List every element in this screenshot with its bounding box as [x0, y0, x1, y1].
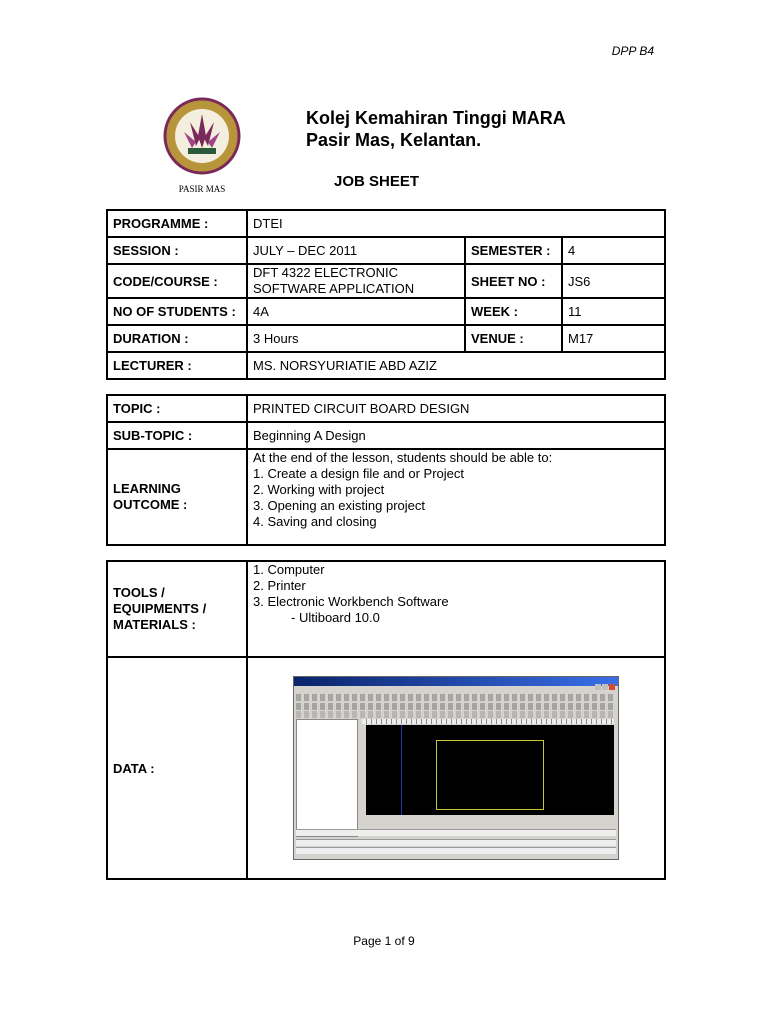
- institution-line-2: Pasir Mas, Kelantan.: [306, 130, 482, 150]
- course-info-table: [106, 209, 666, 380]
- sheet-no-label: SHEET NO :: [465, 264, 562, 298]
- lecturer-value: MS. NORSYURIATIE ABD AZIZ: [247, 352, 665, 379]
- screenshot-status-bar: [296, 847, 616, 854]
- lecturer-label: LECTURER :: [107, 352, 247, 379]
- learning-outcome-list: [247, 449, 665, 545]
- learning-outcome-label-1: LEARNING: [113, 481, 181, 496]
- page-number: Page 1 of 9: [353, 934, 415, 948]
- screenshot-menubar: [296, 686, 618, 693]
- duration-value: 3 Hours: [247, 325, 465, 352]
- screenshot-ruler: [362, 719, 614, 724]
- outcome-item: 1. Create a design file and or Project: [253, 466, 465, 481]
- screenshot-titlebar: [294, 677, 618, 686]
- venue-value: M17: [562, 325, 665, 352]
- tools-data-table: [106, 560, 666, 880]
- students-value: 4A: [247, 298, 465, 325]
- outcome-intro: At the end of the lesson, students should be able to:: [253, 450, 553, 465]
- students-label: NO OF STUDENTS :: [107, 298, 247, 325]
- screenshot-toolbar: [296, 694, 616, 701]
- outcome-item: 4. Saving and closing: [253, 514, 377, 529]
- document-ref: DPP B4: [611, 44, 654, 58]
- duration-label: DURATION :: [107, 325, 247, 352]
- screenshot-pcb-canvas: [366, 725, 614, 815]
- week-value: 11: [562, 298, 665, 325]
- week-label: WEEK :: [465, 298, 562, 325]
- code-course-value: [247, 264, 465, 298]
- code-course-label: CODE/COURSE :: [107, 264, 247, 298]
- data-cell: [247, 657, 665, 879]
- tools-list: [247, 561, 665, 657]
- institution-name: [306, 107, 566, 151]
- topic-value: PRINTED CIRCUIT BOARD DESIGN: [247, 395, 665, 422]
- code-course-line-2: SOFTWARE APPLICATION: [253, 281, 415, 296]
- programme-value: DTEI: [247, 210, 665, 237]
- data-label: DATA :: [107, 657, 247, 879]
- venue-label: VENUE :: [465, 325, 562, 352]
- outcome-item: 3. Opening an existing project: [253, 498, 425, 513]
- tool-item: 1. Computer: [253, 562, 325, 577]
- logo-caption: PASIR MAS: [178, 184, 226, 194]
- screenshot-toolbar: [296, 703, 616, 710]
- sheet-no-value: JS6: [562, 264, 665, 298]
- semester-value: 4: [562, 237, 665, 264]
- semester-label: SEMESTER :: [465, 237, 562, 264]
- institution-line-1: Kolej Kemahiran Tinggi MARA: [306, 108, 566, 128]
- learning-outcome-label: [107, 449, 247, 545]
- screenshot-guide-line: [401, 725, 402, 815]
- tools-label-1: TOOLS /: [113, 585, 165, 600]
- tools-label-2: EQUIPMENTS /: [113, 601, 207, 616]
- topic-table: [106, 394, 666, 546]
- session-label: SESSION :: [107, 237, 247, 264]
- ultiboard-screenshot: [293, 676, 619, 860]
- subtopic-label: SUB-TOPIC :: [107, 422, 247, 449]
- topic-label: TOPIC :: [107, 395, 247, 422]
- screenshot-spreadsheet-bar: [296, 829, 616, 836]
- session-value: JULY – DEC 2011: [247, 237, 465, 264]
- sheet-title: JOB SHEET: [334, 173, 420, 190]
- outcome-item: 2. Working with project: [253, 482, 385, 497]
- tool-item: 2. Printer: [253, 578, 306, 593]
- tools-label-3: MATERIALS :: [113, 617, 196, 632]
- screenshot-tabs-bar: [296, 839, 616, 846]
- code-course-line-1: DFT 4322 ELECTRONIC: [253, 265, 398, 280]
- screenshot-toolbar: [296, 711, 616, 718]
- tool-item: 3. Electronic Workbench Software: [253, 594, 449, 609]
- tool-subitem: - Ultiboard 10.0: [291, 610, 380, 625]
- screenshot-project-panel: [296, 719, 358, 837]
- college-logo: [162, 96, 242, 196]
- tools-label: [107, 561, 247, 657]
- screenshot-window-buttons: [594, 678, 616, 685]
- learning-outcome-label-2: OUTCOME :: [113, 497, 188, 512]
- programme-label: PROGRAMME :: [107, 210, 247, 237]
- screenshot-board-outline: [436, 740, 544, 810]
- subtopic-value: Beginning A Design: [247, 422, 665, 449]
